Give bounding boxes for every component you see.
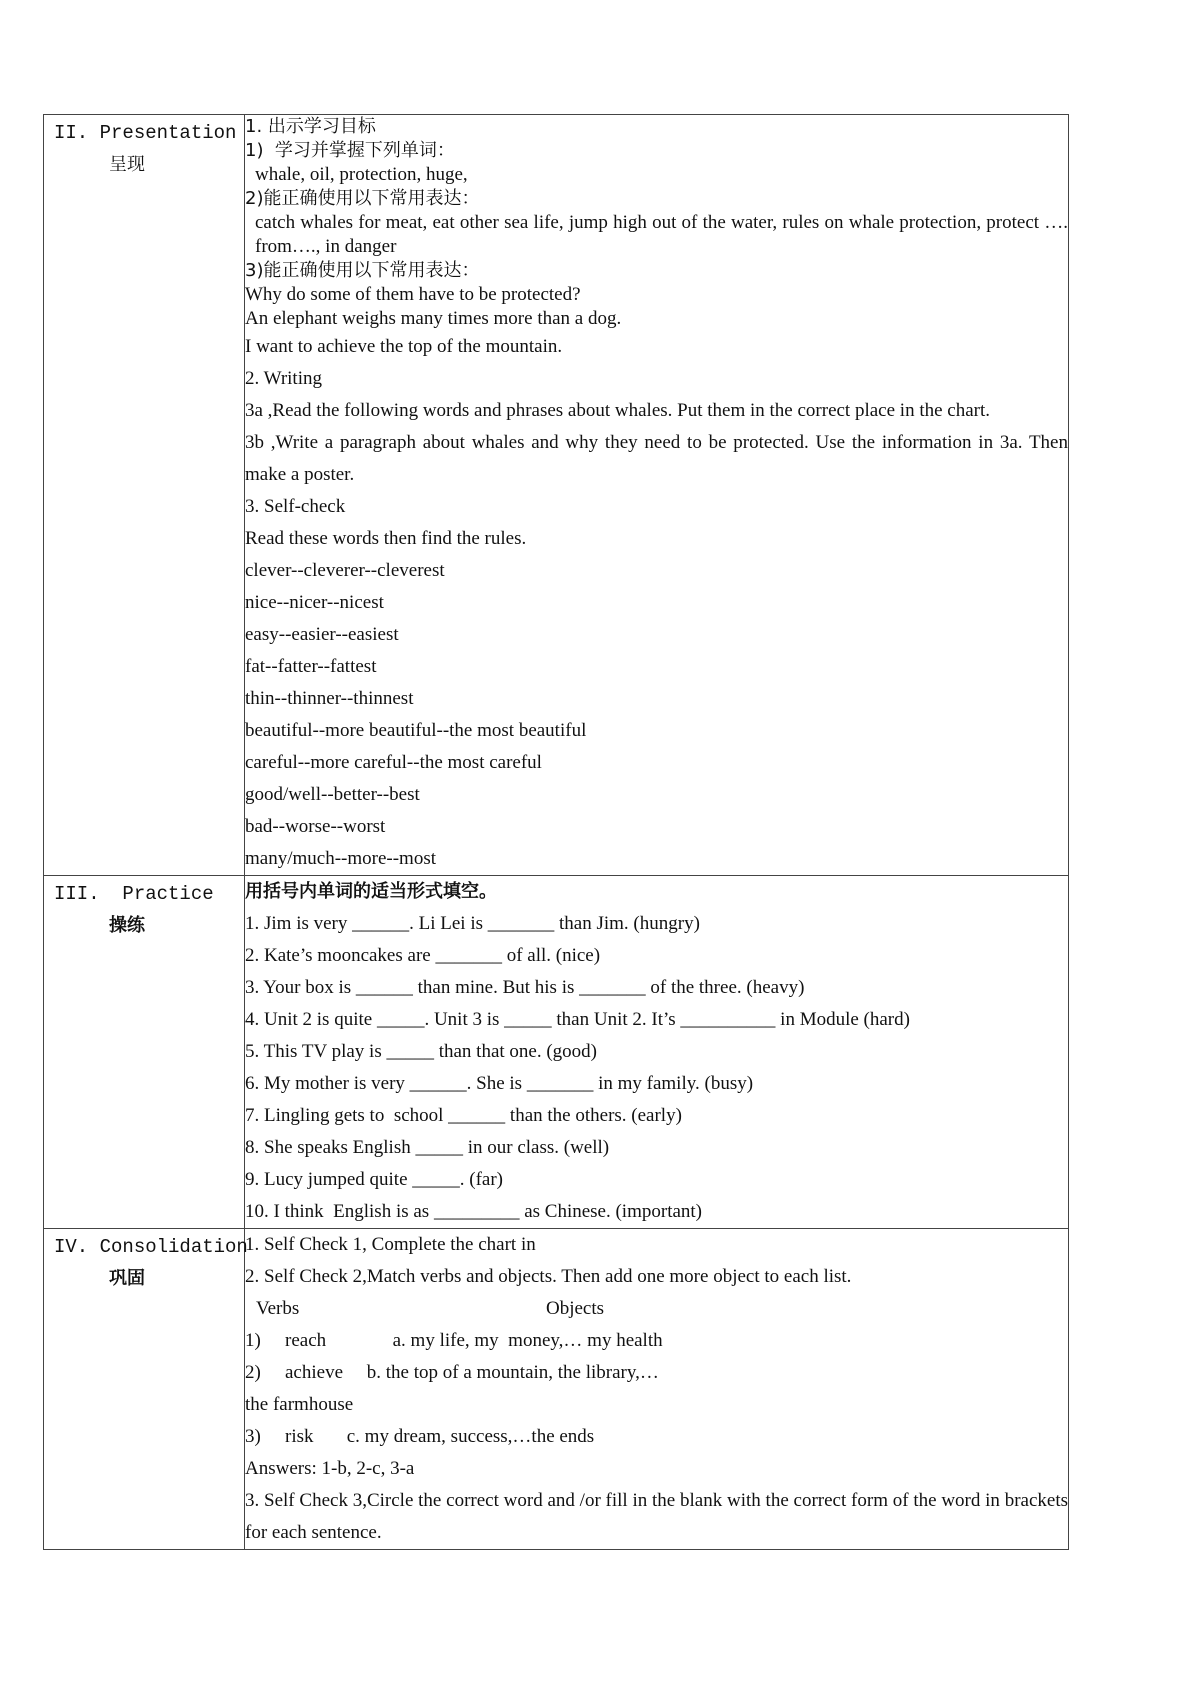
match-number: 3) xyxy=(245,1426,261,1447)
stage-title-cn: 呈现 xyxy=(109,154,145,175)
text-line: clever--cleverer--cleverest xyxy=(245,560,445,581)
text-line: 2. Self Check 2,Match verbs and objects. Then add one more object to each list. xyxy=(245,1266,852,1287)
text-line: 用括号内单词的适当形式填空。 xyxy=(245,881,497,902)
text-line: 2. Writing xyxy=(245,368,322,389)
match-text: reach a. my life, my money,… my health xyxy=(285,1330,663,1351)
text-line: catch whales for meat, eat other sea life, jump high out of the water, rules on whale protection, protect …. from…., in danger xyxy=(255,212,1073,257)
text-line: 4. Unit 2 is quite _____. Unit 3 is _____ than Unit 2. It’s __________ in Module (hard) xyxy=(245,1009,910,1030)
text-line: I want to achieve the top of the mountain. xyxy=(245,336,563,357)
text-line: 1. Jim is very ______. Li Lei is _______ than Jim. (hungry) xyxy=(245,913,700,934)
text-line: 10. I think English is as _________ as Chinese. (important) xyxy=(245,1201,703,1222)
text-line: Why do some of them have to be protected? xyxy=(245,284,581,305)
text-line: 3a ,Read the following words and phrases about whales. Put them in the correct place in the chart. xyxy=(245,400,990,421)
match-number: 2) xyxy=(245,1362,261,1383)
text-line: Answers: 1-b, 2-c, 3-a xyxy=(245,1458,415,1479)
text-line: 7. Lingling gets to school ______ than the others. (early) xyxy=(245,1105,682,1126)
text-line: whale, oil, protection, huge, xyxy=(255,164,468,185)
practice-lines xyxy=(245,876,1068,1228)
presentation-lines xyxy=(245,115,1073,875)
stage-title-en: III. Practice xyxy=(54,883,214,905)
text-line: 5. This TV play is _____ than that one. (good) xyxy=(245,1041,598,1062)
text-line: An elephant weighs many times more than a dog. xyxy=(245,308,622,329)
objects-heading: Objects xyxy=(546,1298,605,1319)
stage-title-cn: 操练 xyxy=(109,915,145,936)
match-row xyxy=(245,1357,1068,1389)
consolidation-lines-top xyxy=(245,1229,1068,1293)
practice-content xyxy=(245,876,1069,1229)
text-line: easy--easier--easiest xyxy=(245,624,399,645)
verbs-heading: Verbs xyxy=(256,1298,300,1319)
match-continuation: the farmhouse xyxy=(245,1394,354,1415)
stage-title-en: II. Presentation xyxy=(54,122,237,144)
match-rows xyxy=(245,1325,1068,1389)
text-line: 1. 出示学习目标 xyxy=(245,116,376,137)
match-header xyxy=(245,1293,1068,1325)
consolidation-row xyxy=(44,1229,1069,1550)
text-line: nice--nicer--nicest xyxy=(245,592,384,613)
stage-title-cn: 巩固 xyxy=(109,1268,145,1289)
practice-row xyxy=(44,876,1069,1229)
text-line: beautiful--more beautiful--the most beautiful xyxy=(245,720,587,741)
stage-label-cell xyxy=(44,115,245,876)
text-line: fat--fatter--fattest xyxy=(245,656,377,677)
text-line: careful--more careful--the most careful xyxy=(245,752,542,773)
text-line: good/well--better--best xyxy=(245,784,420,805)
stage-label-cell xyxy=(44,876,245,1229)
text-line: 3b ,Write a paragraph about whales and why they need to be protected. Use the information in 3a. Then make a poster. xyxy=(245,432,1073,485)
text-line: 2. Kate’s mooncakes are _______ of all. (nice) xyxy=(245,945,601,966)
match-text: achieve b. the top of a mountain, the library,… xyxy=(285,1362,659,1383)
text-line: Read these words then find the rules. xyxy=(245,528,527,549)
match-row xyxy=(245,1421,1068,1453)
text-line: 1) 学习并掌握下列单词： xyxy=(245,140,455,161)
text-line: 3)能正确使用以下常用表达： xyxy=(245,260,480,281)
match-row xyxy=(245,1325,1068,1357)
text-line: bad--worse--worst xyxy=(245,816,386,837)
lesson-plan-table xyxy=(43,114,1073,1550)
consolidation-lines-bottom xyxy=(245,1453,1073,1549)
text-line: 8. She speaks English _____ in our class. (well) xyxy=(245,1137,610,1158)
presentation-content xyxy=(245,115,1073,876)
text-line: thin--thinner--thinnest xyxy=(245,688,414,709)
stage-title-en: IV. Consolidation xyxy=(54,1236,248,1258)
text-line: 3. Self-check xyxy=(245,496,346,517)
text-line: 9. Lucy jumped quite _____. (far) xyxy=(245,1169,504,1190)
text-line: 6. My mother is very ______. She is _______ in my family. (busy) xyxy=(245,1073,754,1094)
text-line: many/much--more--most xyxy=(245,848,437,869)
text-line: 3. Self Check 3,Circle the correct word and /or fill in the blank with the correct form of the word in brackets for each sentence. xyxy=(245,1490,1073,1543)
text-line: 2)能正确使用以下常用表达： xyxy=(245,188,480,209)
presentation-row xyxy=(44,115,1069,876)
match-text: risk c. my dream, success,…the ends xyxy=(285,1426,595,1447)
match-number: 1) xyxy=(245,1330,261,1351)
consolidation-content xyxy=(245,1229,1073,1550)
text-line: 1. Self Check 1, Complete the chart in xyxy=(245,1234,536,1255)
stage-label-cell xyxy=(44,1229,248,1550)
text-line: 3. Your box is ______ than mine. But his is _______ of the three. (heavy) xyxy=(245,977,805,998)
